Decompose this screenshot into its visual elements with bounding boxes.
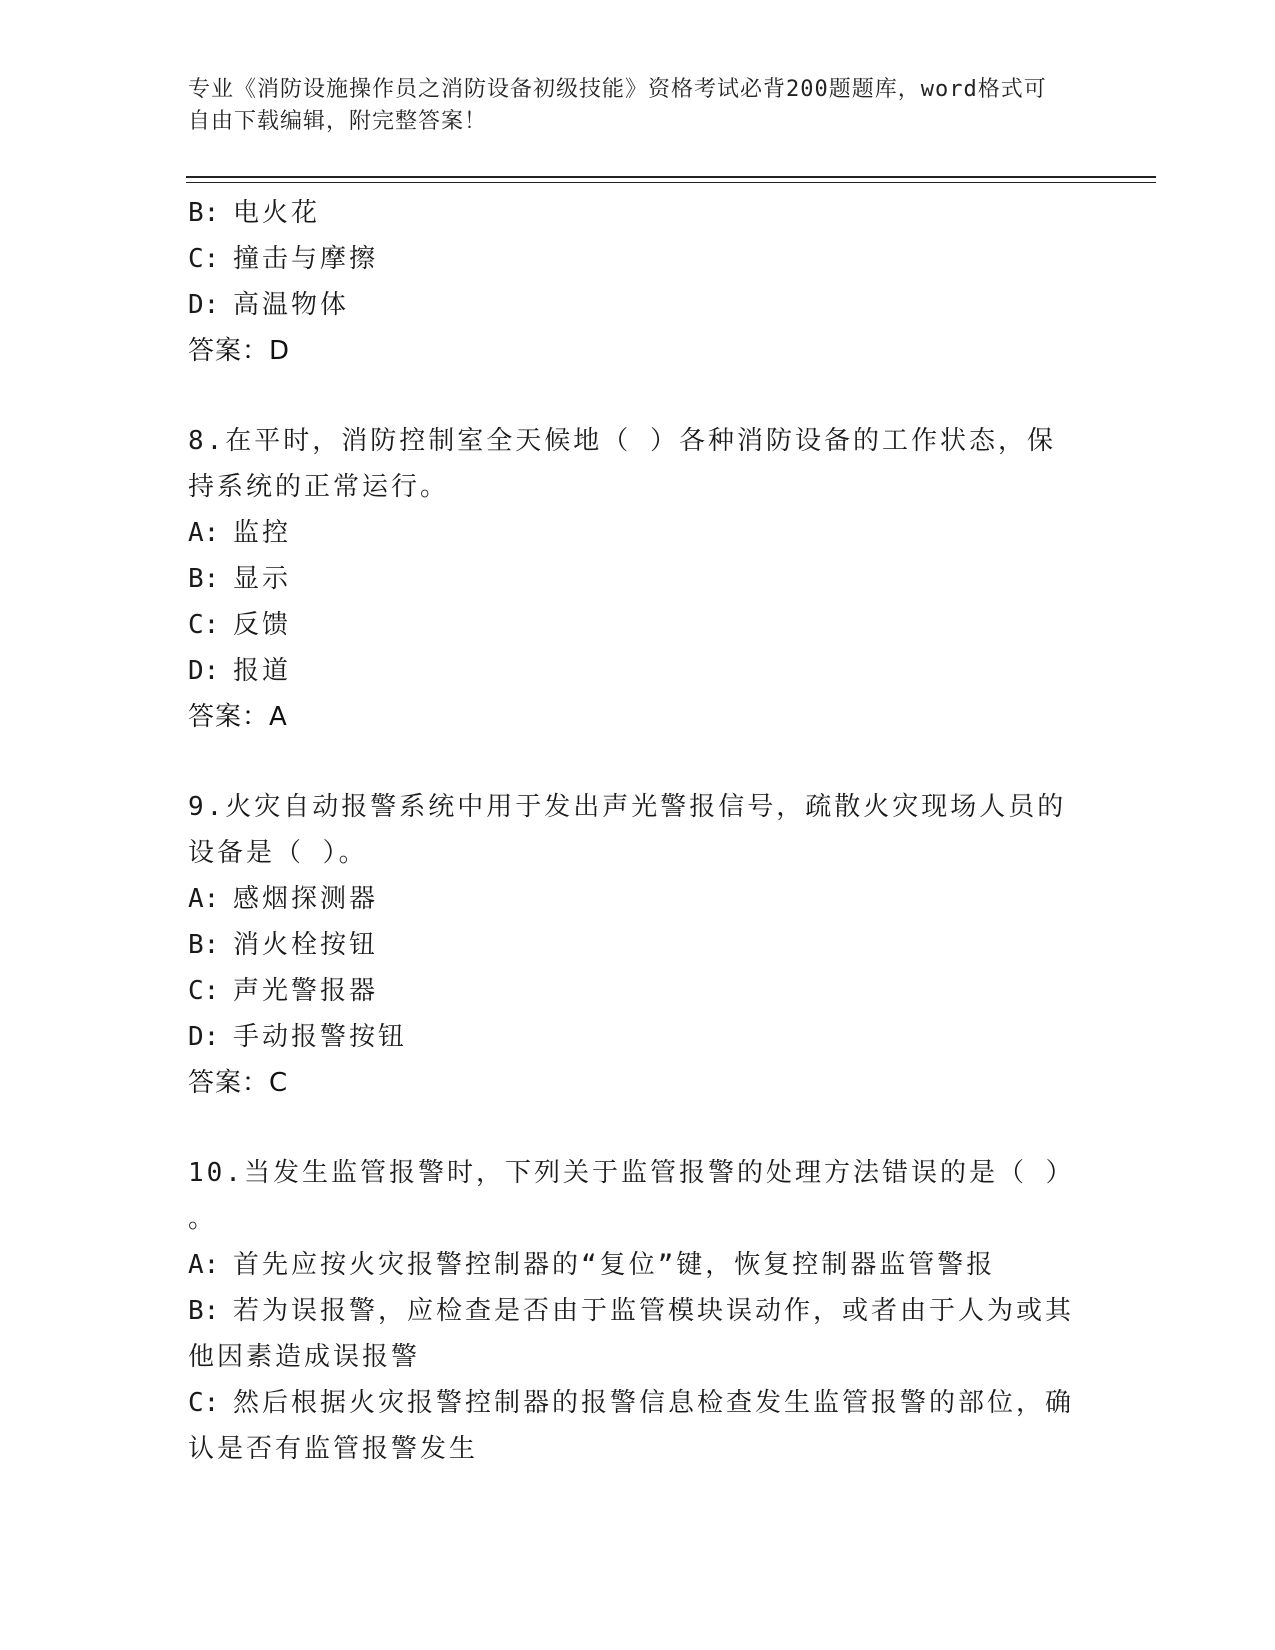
option-d [188,1014,1088,1060]
question-stem: 10.当发生监管报警时，下列关于监管报警的处理方法错误的是（ ） [188,1158,1075,1188]
answer-line: 答案：A [188,702,288,732]
option-text: 报道 [233,656,292,686]
option-key: C: [188,976,220,1006]
header-divider-thin [186,182,1156,183]
option-b [188,190,1088,236]
option-key: A: [188,1250,220,1280]
option-text: 电火花 [233,198,321,228]
option-key: B: [188,930,220,960]
option-text: 手动报警按钮 [233,1022,408,1052]
option-a [188,876,1088,922]
option-key: A: [188,518,220,548]
option-text: 消火栓按钮 [233,930,379,960]
answer-line: 答案：C [188,1068,289,1098]
option-key: B: [188,1296,220,1326]
option-text: 监控 [233,518,292,548]
question-stem-cont: 持系统的正常运行。 [188,472,450,502]
option-b-cont: 他因素造成误报警 [188,1342,421,1372]
option-text: 撞击与摩擦 [233,244,379,274]
option-key: A: [188,884,220,914]
question-stem-cont: 设备是（ ）。 [188,838,368,868]
option-c [188,236,1088,282]
option-text: 显示 [233,564,292,594]
option-c [188,602,1088,648]
option-c [188,1380,1088,1426]
option-text: 首先应按火灾报警控制器的“复位”键，恢复控制器监管警报 [233,1250,996,1280]
option-text: 反馈 [233,610,292,640]
option-b [188,1288,1088,1334]
option-key: D: [188,656,220,686]
option-text: 感烟探测器 [233,884,379,914]
answer-line: 答案：D [188,336,291,366]
option-key: C: [188,244,220,274]
option-text: 然后根据火灾报警控制器的报警信息检查发生监管报警的部位，确 [233,1388,1075,1418]
option-a [188,510,1088,556]
option-c-cont: 认是否有监管报警发生 [188,1434,479,1464]
option-key: D: [188,290,220,320]
question-stem-cont: 。 [188,1204,218,1234]
option-text: 若为误报警，应检查是否由于监管模块误动作，或者由于人为或其 [233,1296,1075,1326]
option-c [188,968,1088,1014]
option-text: 声光警报器 [233,976,379,1006]
option-key: B: [188,198,220,228]
option-key: C: [188,1388,220,1418]
question-stem: 8.在平时，消防控制室全天候地（ ）各种消防设备的工作状态，保 [188,426,1056,456]
option-key: B: [188,564,220,594]
header-divider-thick [186,176,1156,178]
option-b [188,922,1088,968]
question-stem: 9.火灾自动报警系统中用于发出声光警报信号，疏散火灾现场人员的 [188,792,1067,822]
option-key: C: [188,610,220,640]
option-a [188,1242,1088,1288]
option-d [188,648,1088,694]
page-header: 专业《消防设施操作员之消防设备初级技能》资格考试必背200题题库，word格式可自由下载编辑，附完整答案！ [188,77,1047,134]
option-d [188,282,1088,328]
question-content [188,190,1088,1472]
option-key: D: [188,1022,220,1052]
option-b [188,556,1088,602]
option-text: 高温物体 [233,290,350,320]
